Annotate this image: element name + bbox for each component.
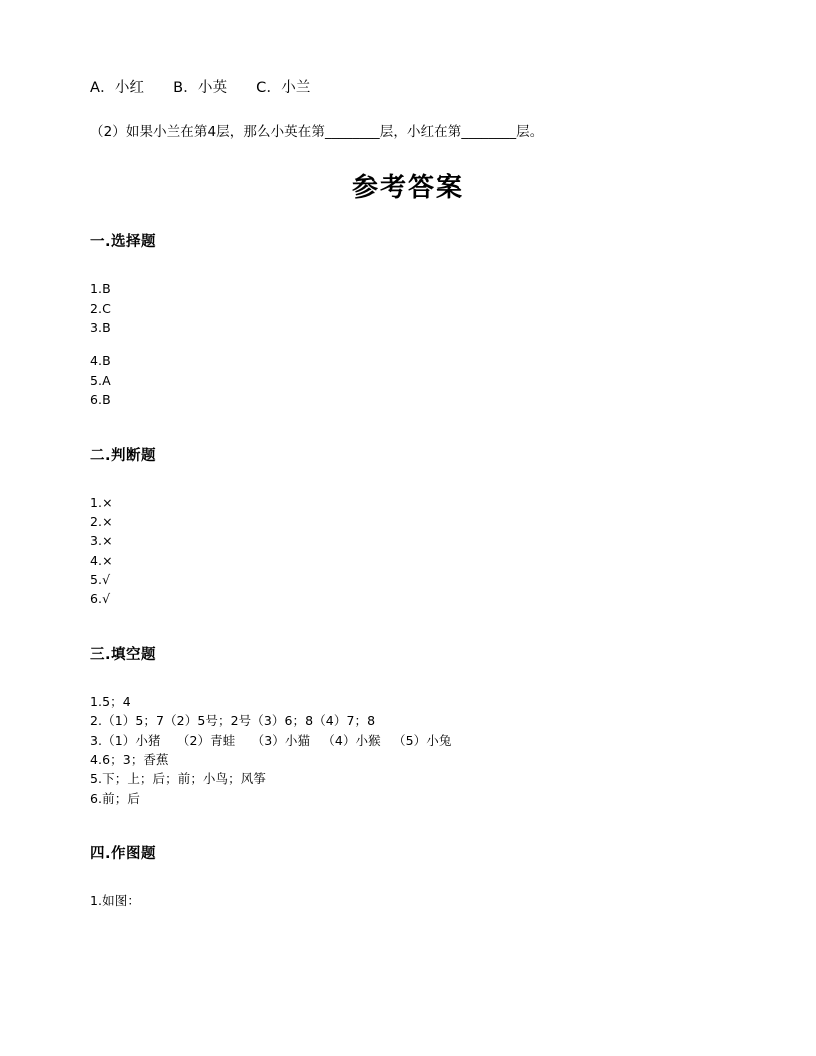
- answer-line: 6.B: [90, 392, 111, 408]
- section-title: 二.判断题: [90, 447, 157, 464]
- answer-line: 2.C: [90, 300, 111, 316]
- spacer: [90, 410, 726, 444]
- answer-line: 5.下；上；后；前；小鸟；风筝: [90, 771, 266, 787]
- section-fillblank: [90, 643, 726, 808]
- question-line: （2）如果小兰在第4层，那么小英在第________层，小红在第________层。: [90, 123, 544, 140]
- section-title: 三.填空题: [90, 646, 157, 663]
- answer-line: 1.5；4: [90, 693, 131, 709]
- section-title: 四.作图题: [90, 846, 157, 863]
- choices-line: A．小红 B．小英 C．小兰: [90, 80, 311, 96]
- answer-line: 4.6；3；香蕉: [90, 751, 169, 767]
- spacer: [90, 609, 726, 643]
- answer-line: 4.×: [90, 552, 113, 568]
- answer-line: 3.×: [90, 533, 113, 549]
- answer-line: 3.（1）小猪 （2）青蛙 （3）小猫 （4）小猴 （5）小兔: [90, 732, 452, 748]
- answer-line: 1.×: [90, 494, 113, 510]
- answer-line: 1.如图：: [90, 893, 140, 909]
- answer-line: 2.×: [90, 513, 113, 529]
- answer-line: 6.前；后: [90, 790, 140, 806]
- answer-line: 1.B: [90, 281, 111, 297]
- spacer: [90, 337, 726, 351]
- answer-line: 6.√: [90, 591, 111, 607]
- section-choice: [90, 230, 726, 409]
- spacer: [90, 808, 726, 842]
- answers-title: 参考答案: [351, 173, 464, 204]
- answer-line: 4.B: [90, 353, 111, 369]
- answer-line: 5.√: [90, 572, 111, 588]
- answer-line: 3.B: [90, 320, 111, 336]
- answer-line: 2.（1）5；7（2）5号；2号（3）6；8（4）7；8: [90, 713, 376, 729]
- section-drawing: [90, 842, 726, 910]
- section-title: 一.选择题: [90, 234, 157, 251]
- answer-line: 5.A: [90, 372, 111, 388]
- section-truefalse: [90, 444, 726, 609]
